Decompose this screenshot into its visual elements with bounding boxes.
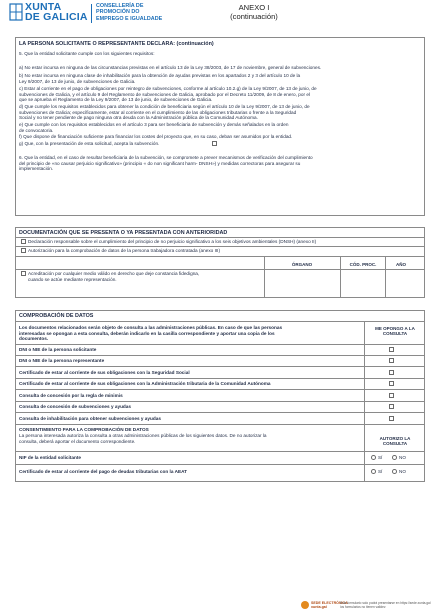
item-d-line-3: Social y no tener pendiente de pago ninguna otra deuda con la Administración pública de la Comunidad Autónoma. [19,115,258,121]
nif-no-label: NO [399,455,406,460]
doc-divider [15,256,425,257]
oppose-row-seguridad-social: Certificado de estar al corriente de sus obligaciones con la Seguridad Social [19,370,190,375]
ver-divider [15,355,425,356]
authorize-header-line-2: CONSULTA [382,441,408,447]
representation-line-1: Acreditación por cualquier medio válido en derecho que deje constancia fidedigna, [28,271,200,276]
footer-brand-line-2: xunta.gal [311,605,327,609]
col-cod-proc: CÓD. PROC. [349,262,377,267]
declaration-item-b [19,73,421,84]
nif-no-radio[interactable] [392,455,397,460]
ver-divider [15,464,425,465]
documentation-title: DOCUMENTACIÓN QUE SE PRESENTA O YA PRESENTADA CON ANTERIORIDAD [19,230,228,236]
oppose-header-line-2: CONSULTA [382,331,408,337]
header [9,3,429,25]
item-e-line-2: de convocatoria. [19,127,54,133]
declaration-title: LA PERSONA SOLICITANTE O REPRESENTANTE DECLARA: (continuación) [19,41,214,47]
consent-line-1: La persona interesada autoriza la consulta a otras administraciones públicas de los siguientes datos. De no autorizar la [19,433,267,438]
annex-heading [209,3,299,21]
doc-divider [15,237,425,238]
xunta-logo-icon [9,3,23,21]
annex-subtitle: (continuación) [230,12,278,21]
consent-row-nif: NIF de la entidad solicitante [19,455,81,460]
oppose-dni-solicitante-checkbox[interactable] [389,347,394,352]
declaration-item-g [19,141,421,147]
footer-brand-line-1: SEDE ELECTRÓNICA [311,601,348,605]
col-organo: ÓRGANO [291,262,313,267]
dnsh-declaration-checkbox[interactable] [21,239,26,244]
aeat-yes-label: SÍ [378,469,383,474]
footer-note: Este formulario solo podrá presentarse en https://sede.xunta.gal los formularios no tienen validez [340,601,431,609]
aeat-no-radio[interactable] [392,469,397,474]
item-b-line-1: b) No estar incursa en ninguna clase de inhabilitación para la obtención de ayudas previstas en los apartados 2 y 3 del artículo 10 de la [19,73,301,78]
item-c-line-3: que se aprueba el Reglamento de la Ley 9/2007, de 13 de junio, de subvenciones de Galicia. [19,97,213,103]
consent-row-aeat: Certificado de estar al corriente del pago de deudas tributarias con la AEAT [19,469,188,474]
col-ano: AÑO [396,262,406,267]
organo-input[interactable] [265,270,340,297]
oppose-inhabilitacion-checkbox[interactable] [389,416,394,421]
dept-line-1: CONSELLERÍA DE [96,3,144,9]
oppose-row-concesion: Consulta de concesión de subvenciones y ayudas [19,404,132,409]
nif-yes-label: SÍ [378,455,383,460]
doc-row-worker-auth: Autorización para la comprobación de datos de la persona trabajadora contratada (anexo III) [28,248,221,253]
item-d-line-1: d) Que cumple los requisitos establecidos para obtener la condición de beneficiaria según el artículo 10 de la Ley 9/2007, de 13 de junio, de [19,104,310,109]
verification-intro [19,325,361,342]
oppose-row-dni-solicitante: DNI o NIE de la persona solicitante [19,347,97,352]
dept-line-3: EMPREGO E IGUALDADE [96,15,163,22]
aeat-no-label: NO [399,469,406,474]
representation-line-2: cuando se actúe mediante representación. [28,276,117,282]
logo-xunta: XUNTA [25,1,62,13]
doc-row-representation [28,271,264,282]
ver-divider [15,412,425,413]
consent-title: CONSENTIMIENTO PARA LA COMPROBACIÓN DE DATOS [19,427,149,432]
declaration-item-d [19,104,421,121]
intro-line-1: Los documentos relacionados serán objeto de consulta a las administraciones públicas. En caso de que las personas [19,325,283,330]
ano-input[interactable] [386,270,424,297]
department-name [96,3,162,22]
oppose-seguridad-social-checkbox[interactable] [389,370,394,375]
verification-title: COMPROBACIÓN DE DATOS [19,313,94,319]
item-c-line-2: subvenciones de Galicia, y el artículo 9 del Reglamento de subvenciones de Galicia, aprobado por el Decreto 11/2009, de 8 de enero, por el [19,91,310,97]
item-6-line-3: implementación. [19,166,54,172]
cod-proc-input[interactable] [341,270,385,297]
consent-line-2: consulta, deberá aportar el documento correspondiente. [19,438,136,444]
declaration-item-e [19,122,421,133]
declaration-item-c [19,86,421,103]
sede-electronica-logo-icon [301,601,309,609]
dept-line-2: PROMOCIÓN DO [96,9,140,16]
oppose-row-dni-representante: DNI o NIE de la persona representante [19,358,105,363]
ver-divider [15,378,425,379]
oppose-row-inhabilitacion: Consulta de inhabilitación para obtener subvenciones y ayudas [19,416,161,421]
ver-divider [15,401,425,402]
oppose-atriga-checkbox[interactable] [389,381,394,386]
item-d-line-2: subvenciones de Galicia; específicamente, estar al corriente en el cumplimiento de las obligaciones tributarias o frente a la Seguridad [19,109,297,115]
declaration-item-a [19,65,421,71]
col-oppose-consultation [365,326,425,337]
oppose-row-atriga: Certificado de estar al corriente de sus obligaciones con la Administración tributaria de la Comunidad Autónoma [19,381,271,386]
doc-divider [15,246,425,247]
intro-line-3: documentos. [19,336,49,342]
declaration-intro: 5. Que la entidad solicitante cumple con los siguientes requisitos: [19,51,155,56]
authorize-header-line-1: AUTORIZO LA [379,436,411,441]
oppose-dni-representante-checkbox[interactable] [389,358,394,363]
accept-subsidy-checkbox[interactable] [212,141,217,146]
item-c-line-1: c) Estar al corriente en el pago de obligaciones por reintegro de subvenciones, conforme al artículo 10.2.g) de la Ley 9/2007, de 13 de junio, de [19,86,317,91]
ver-divider [15,344,425,345]
oppose-concesion-checkbox[interactable] [389,404,394,409]
ver-divider [15,366,425,367]
ver-divider [15,424,425,425]
item-6-line-1: 6. Que la entidad, en el caso de resultar beneficiaria de la subvención, se compromete a prever mecanismos de verificación del cumplimiento [19,155,313,160]
ver-divider [15,389,425,390]
consent-text [19,433,361,444]
aeat-yes-radio[interactable] [371,469,376,474]
representation-proof-checkbox[interactable] [21,271,26,276]
oppose-minimis-checkbox[interactable] [389,393,394,398]
declaration-item-f [19,134,421,140]
worker-data-authorization-checkbox[interactable] [21,248,26,253]
item-e-line-1: e) Que cumple con los requisitos establecidos en el artículo 3 para ser beneficiaria de subvención y demás señalados en la orden [19,122,289,127]
item-g-line: g) Que, con la presentación de esta solicitud, acepta la subvención. [19,141,160,146]
oppose-header-line-1: ME OPONGO A LA [375,326,415,331]
oppose-row-minimis: Consulta de concesión por la regla de minimis [19,393,123,398]
logo-galicia: DE GALICIA [25,11,88,23]
declaration-item-6 [19,155,421,172]
col-authorize-consultation [365,436,425,447]
ver-divider [15,451,425,452]
item-6-line-2: del principio de «no causar perjuicio significativo» (principio « do non significant harm- DNSH») y medidas correctoras para asegurar su [19,160,301,166]
nif-yes-radio[interactable] [371,455,376,460]
logo-divider [91,4,92,23]
intro-line-2: interesadas se opongan a esta consulta, deberán indicarlo en la casilla correspondiente y aportar una copia de los [19,330,275,336]
doc-row-dnsh: Declaración responsable sobre el cumplimiento del principio de no perjuicio significativo a los seis objetivos ambientales (DNSH) (anexo II) [28,239,317,244]
item-f-line: f) Que dispone de financiación suficiente para financiar los costes del proyecto que, en su caso, deban ser asumidos por la entidad. [19,134,293,139]
item-a-line: a) No estar incursa en ninguna de las circunstancias previstas en el artículo 13 de la Ley 38/2003, de 17 de noviembre, general de subvenciones. [19,65,322,70]
annex-title: ANEXO I [238,3,270,12]
item-b-line-2: Ley 9/2007, de 13 de junio, de subvenciones de Galicia. [19,78,136,84]
